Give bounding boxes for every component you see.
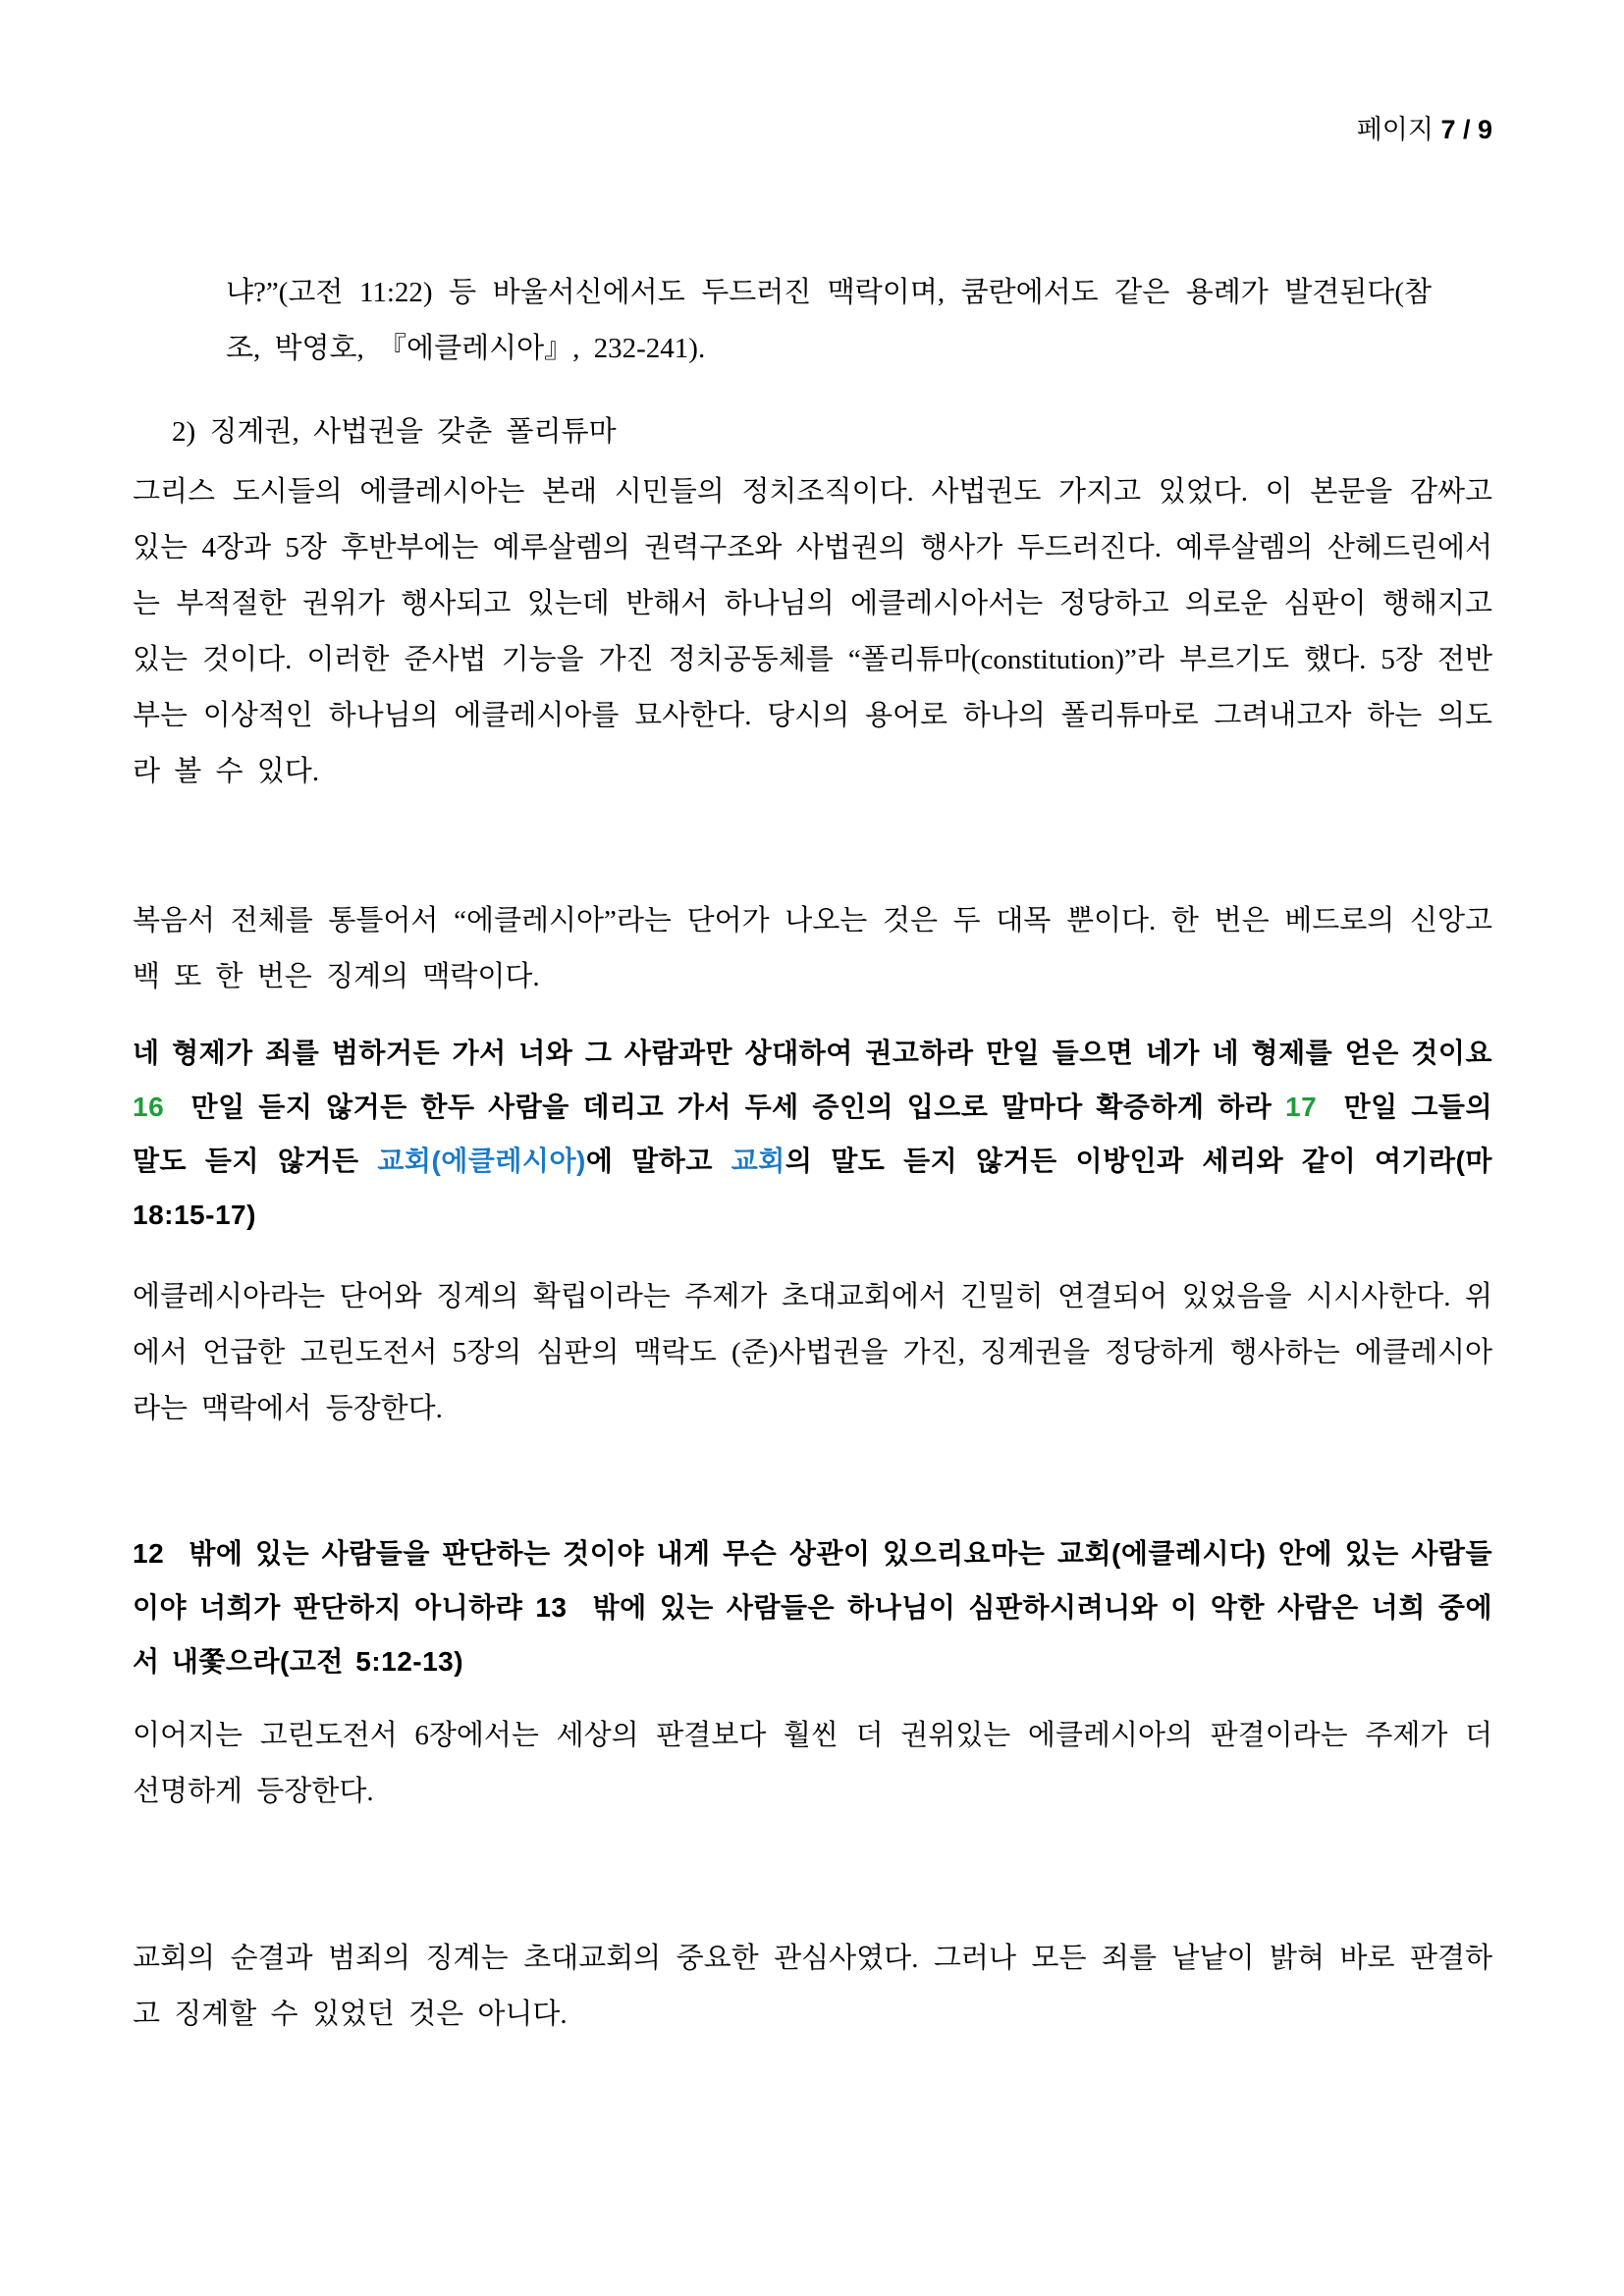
quote-text: 네 형제가 죄를 범하거든 가서 너와 그 사람과만 상대하여 권고하라 만일 들으면 네가 네 형제를 얻은 것이요	[133, 1038, 1492, 1068]
body-paragraph-church-purity: 교회의 순결과 범죄의 징계는 초대교회의 중요한 관심사였다. 그러나 모든 죄를 낱낱이 밝혀 바로 판결하고 징계할 수 있었던 것은 아니다.	[133, 1943, 1492, 2030]
quote-highlight-green: 16	[133, 1092, 165, 1122]
page-header	[133, 110, 1492, 149]
quote-highlight-blue: 교회(에클레시아)	[377, 1146, 586, 1176]
body-paragraph-politeuma: 그리스 도시들의 에클레시아는 본래 시민들의 정치조직이다. 사법권도 가지고 있었다. 이 본문을 감싸고 있는 4장과 5장 후반부에는 예루살렘의 권력구조와 사법권의 행사가 두드러진다. 예루살렘의 산헤드린에서는 부적절한 권위가 행사되고 있는데 반해서 하나님의 에클레시아서는 정당하고 의로운 심판이 행해지고 있는 것이다. 이러한 준사법 기능을 가진 정치공동체를 “폴리튜마(constitution)”라 부르기도 했다. 5장 전반부는 이상적인 하나님의 에클레시아를 묘사한다. 당시의 용어로 하나의 폴리튜마로 그려내고자 하는 의도라 볼 수 있다.	[133, 476, 1492, 787]
quote-text: 에 말하고	[585, 1146, 731, 1176]
body-paragraph-gospel-occurrences: 복음서 전체를 통틀어서 “에클레시아”라는 단어가 나오는 것은 두 대목 뿐이다. 한 번은 베드로의 신앙고백 또 한 번은 징계의 맥락이다.	[133, 905, 1492, 992]
quote-text: 만일 듣지 않거든 한두 사람을 데리고 가서 두세 증인의 입으로 말마다 확증하게 하라	[164, 1092, 1286, 1122]
page-header-label: 페이지	[1356, 115, 1434, 144]
section-heading: 2) 징계권, 사법권을 갖춘 폴리튜마	[172, 416, 617, 448]
scripture-quote-1corinthians-5	[133, 1526, 1492, 1688]
quote-highlight-green: 17	[1285, 1092, 1318, 1122]
reference-note-paragraph: 냐?”(고전 11:22) 등 바울서신에서도 두드러진 맥락이며, 쿰란에서도 같은 용례가 발견된다(참조, 박영호, 『에클레시아』, 232-241).	[226, 277, 1432, 364]
page-number: 7 / 9	[1440, 115, 1492, 144]
quote-highlight-blue: 교회	[731, 1146, 785, 1176]
body-paragraph-discipline-link: 에클레시아라는 단어와 징계의 확립이라는 주제가 초대교회에서 긴밀히 연결되어 있었음을 시시사한다. 위에서 언급한 고린도전서 5장의 심판의 맥락도 (준)사법권을 가진, 징계권을 정당하게 행사하는 에클레시아라는 맥락에서 등장한다.	[133, 1281, 1492, 1424]
scripture-quote-matthew-18	[133, 1026, 1492, 1242]
quote-text: 의 말도 듣지 않거든 이방인과 세리와 같이 여기라(마 18:15-17)	[133, 1146, 1492, 1230]
quote-text: 만일 그들의 말도 듣지 않거든	[133, 1092, 1492, 1176]
quote-text: 12 밖에 있는 사람들을 판단하는 것이야 내게 무슨 상관이 있으리요마는 교회(에클레시다) 안에 있는 사람들이야 너희가 판단하지 아니하랴 13 밖에 있는 사람들은 하나님이 심판하시려니와 이 악한 사람은 너희 중에서 내쫓으라(고전 5:12-13)	[133, 1538, 1492, 1677]
body-paragraph-1corinthians-6: 이어지는 고린도전서 6장에서는 세상의 판결보다 훨씬 더 권위있는 에클레시아의 판결이라는 주제가 더 선명하게 등장한다.	[133, 1720, 1492, 1807]
